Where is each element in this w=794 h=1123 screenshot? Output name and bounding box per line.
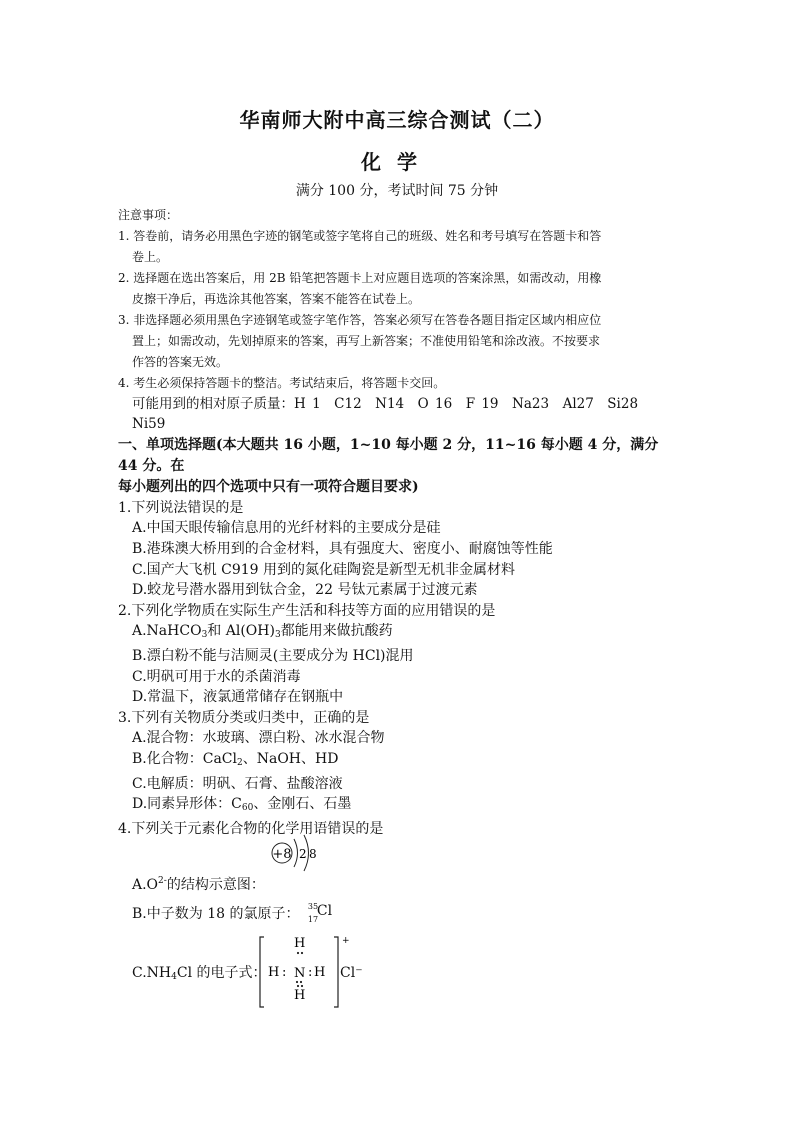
exam-body [118,205,678,1015]
section-heading: 一、单项选择题(本大题共 16 小题，1~10 每小题 2 分，11~16 每小题 4 分，满分 44 分。在 每小题列出的四个选项中只有一项符合题目要求) [118,436,659,495]
page-title: 华南师大附中高三综合测试（二） [239,108,555,132]
option-d: D.蛟龙号潜水器用到钛合金，22 号钛元素属于过渡元素 [132,582,478,599]
electron-pair-left: : [282,964,287,980]
option-c: C.明矾可用于水的杀菌消毒 [132,668,301,685]
notice-list [118,226,678,394]
question-stem: 3.下列有关物质分类或归类中，正确的是 [118,709,370,726]
option-b: B.中子数为 18 的氯原子： 35 17 Cl [132,902,333,925]
notice-item: 3. 非选择题必须用黑色字迹钢笔或签字笔作答，答案必须写在答卷各题目指定区域内相应位 置上；如需改动，先划掉原来的答案，再写上新答案；不准使用铅笔和涂改液。不按要求 作答的答案无效。 [118,312,602,369]
question-4 [118,819,678,1015]
option-b: B.港珠澳大桥用到的合金材料，具有强度大、密度小、耐腐蚀等性能 [132,540,553,557]
question-1 [118,498,678,601]
question-3 [118,708,678,819]
notice-item: 4. 考生必须保持答题卡的整洁。考试结束后，将答题卡交回。 [118,375,446,390]
hydrogen-left: H [268,964,280,980]
option-d: D.常温下，液氯通常储存在钢瓶中 [132,689,344,706]
score-line: 满分 100 分，考试时间 75 分钟 [295,183,499,199]
hydrogen-top: H [294,935,306,951]
shell-1-electrons: 2 [299,847,307,862]
nitrogen-center: N [294,965,306,981]
electron-pair-right: : [308,964,313,980]
notice-item: 1. 答卷前，请务必用黑色字迹的钢笔或签字笔将自己的班级、姓名和考号填写在答题卡和答 卷上。 [118,228,602,264]
question-stem: 2.下列化学物质在实际生产生活和科技等方面的应用错误的是 [118,602,496,619]
question-stem: 4.下列关于元素化合物的化学用语错误的是 [118,820,384,837]
option-b: B.化合物：CaCl$_2$、NaOH、HD [132,750,339,768]
nucleus-charge: +8 [272,847,292,863]
hydrogen-right: H [314,964,326,980]
question-stem: 1.下列说法错误的是 [118,499,244,516]
option-a: A.混合物：水玻璃、漂白粉、冰水混合物 [132,730,385,747]
atomic-masses: 可能用到的相对原子质量：H 1 C12 N14 O 16 F 19 Na23 Al27 Si28 Ni59 [132,395,652,433]
notice-item: 2. 选择题在选出答案后，用 2B 铅笔把答题卡上对应题目选项的答案涂黑，如需改动，用橡 皮擦干净后，再选涂其他答案，答案不能答在试卷上。 [118,270,602,306]
option-c: $C.NH_4Cl$ 的电子式： + H N H : H : H Cl⁻ [118,935,678,1015]
chloride-anion: Cl⁻ [340,964,363,981]
notice-heading: 注意事项： [118,208,179,222]
option-a: $A.O^{2-}$的结构示意图： +8 2 8 [118,839,678,895]
option-a: A.NaHCO$_3$和 $Al(OH)_3$都能用来做抗酸药 [132,623,393,641]
option-d: D.同素异形体：$C_{60}$、金刚石、石墨 [132,796,352,814]
option-a: A.中国天眼传输信息用的光纤材料的主要成分是硅 [132,520,441,537]
option-b: B.漂白粉不能与洁厕灵(主要成分为 HCl)混用 [132,647,414,664]
shell-2-electrons: 8 [309,847,317,862]
option-c: C.国产大飞机 C919 用到的氮化硅陶瓷是新型无机非金属材料 [132,561,515,578]
subject-title: 化学 [361,150,433,174]
chlorine-isotope-symbol: 35 17 Cl [307,902,333,925]
option-c: C.电解质：明矾、石膏、盐酸溶液 [132,775,343,792]
oxide-ion-structure-diagram [266,833,326,877]
hydrogen-bottom: H [294,987,306,1003]
cation-charge: + [342,935,350,946]
question-2 [118,601,678,708]
